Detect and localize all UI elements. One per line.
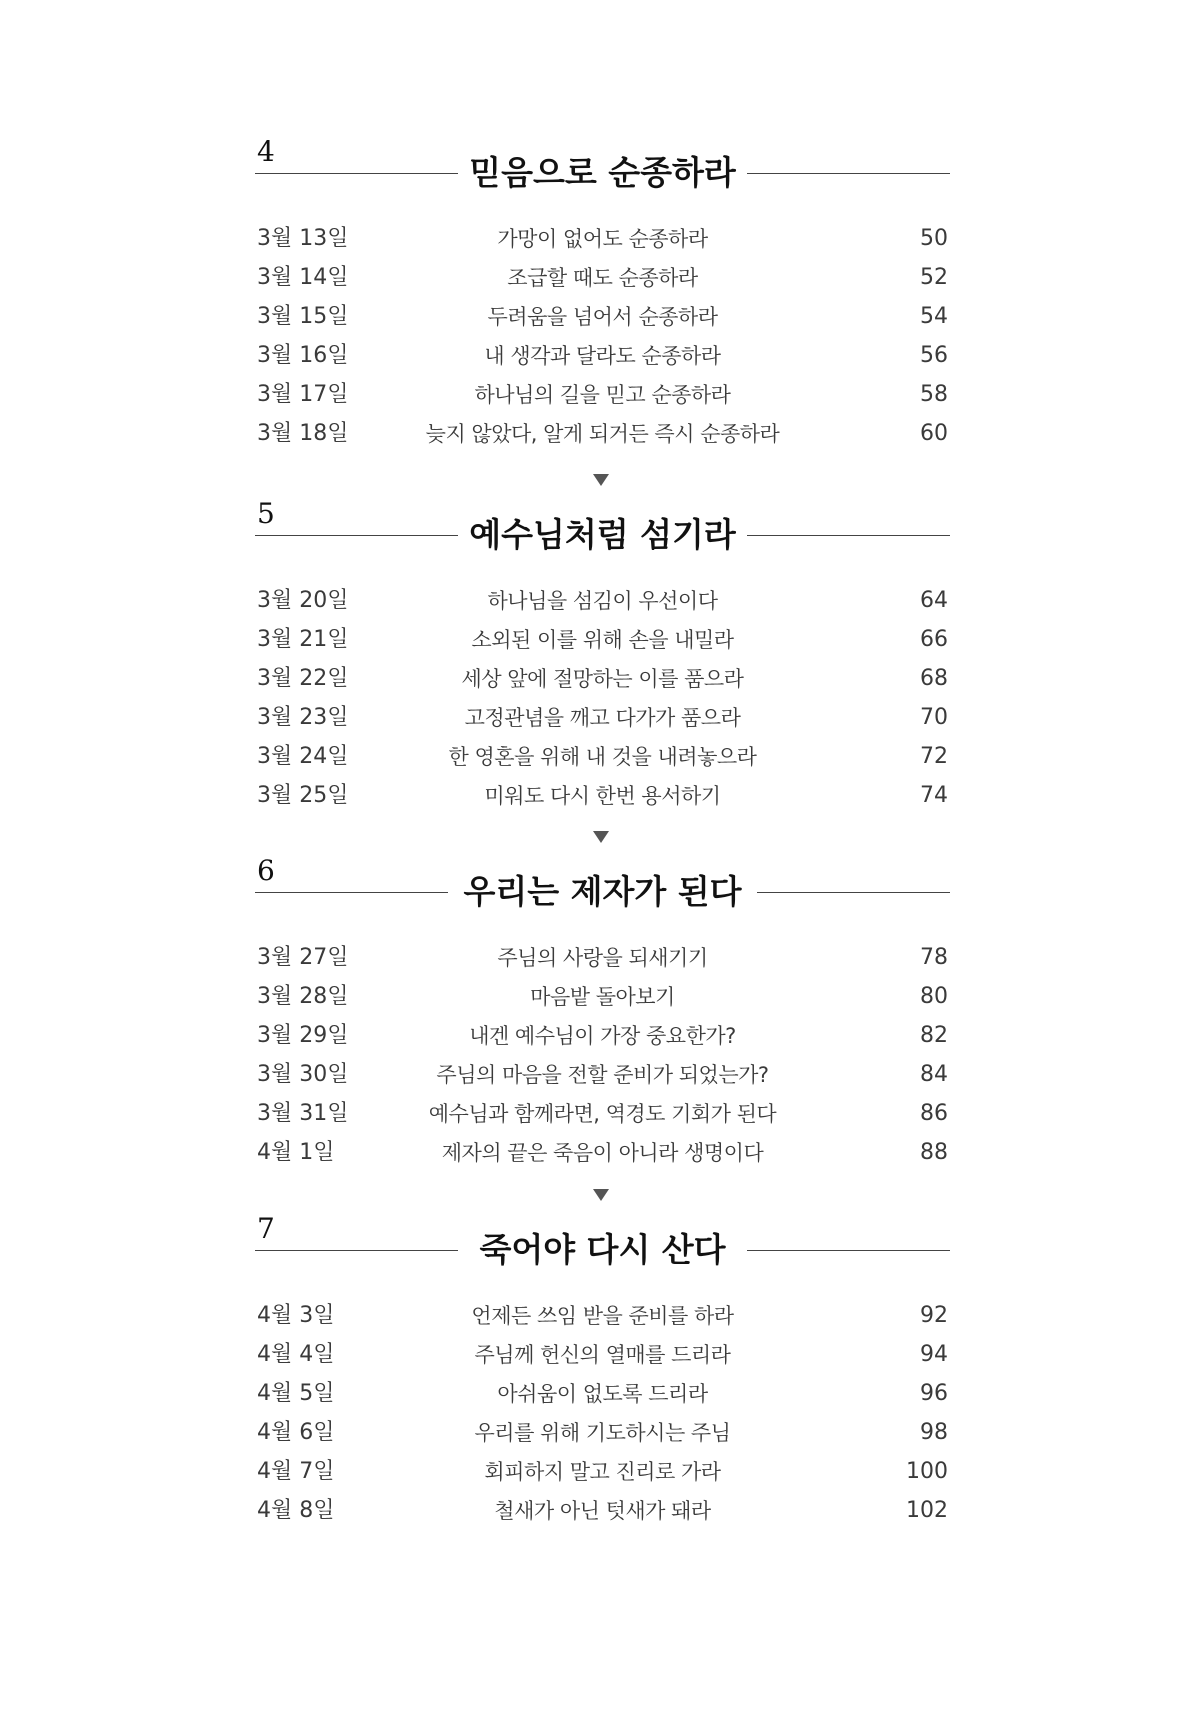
section-6 — [255, 854, 950, 1165]
section-title: 우리는 제자가 된다 — [463, 872, 742, 911]
entry-date: 3월 22일 — [257, 666, 349, 691]
entry-title: 주님의 마음을 전할 준비가 되었는가? — [436, 1063, 769, 1087]
entry-page-number: 70 — [920, 705, 948, 730]
header-rule-right — [747, 535, 950, 536]
entry-date: 3월 13일 — [257, 226, 349, 251]
toc-entry[interactable] — [255, 263, 950, 302]
entry-date: 3월 29일 — [257, 1023, 349, 1048]
section-title: 예수님처럼 섬기라 — [469, 515, 736, 554]
entry-title: 예수님과 함께라면, 역경도 기회가 된다 — [428, 1102, 777, 1126]
toc-entry[interactable] — [255, 664, 950, 703]
section-number: 6 — [257, 854, 275, 887]
entry-page-number: 68 — [920, 666, 948, 691]
entry-page-number: 74 — [920, 783, 948, 808]
entry-date: 4월 7일 — [257, 1459, 335, 1484]
toc-entry[interactable] — [255, 742, 950, 781]
entry-title: 주님의 사랑을 되새기기 — [497, 946, 708, 970]
entry-date: 3월 23일 — [257, 705, 349, 730]
toc-entry[interactable] — [255, 943, 950, 982]
entry-date: 3월 28일 — [257, 984, 349, 1009]
section-header — [255, 855, 950, 943]
entry-page-number: 72 — [920, 744, 948, 769]
entry-title: 철새가 아닌 텃새가 돼라 — [494, 1499, 711, 1523]
toc-entry[interactable] — [255, 1418, 950, 1457]
down-triangle-icon — [593, 474, 609, 486]
entry-page-number: 94 — [920, 1342, 948, 1367]
header-rule-right — [757, 892, 950, 893]
entry-date: 4월 8일 — [257, 1498, 335, 1523]
entry-page-number: 50 — [920, 226, 948, 251]
section-number: 5 — [257, 497, 275, 530]
entry-title: 고정관념을 깨고 다가가 품으라 — [464, 706, 741, 730]
entry-title: 세상 앞에 절망하는 이를 품으라 — [461, 667, 744, 691]
toc-entry[interactable] — [255, 302, 950, 341]
toc-entry[interactable] — [255, 1021, 950, 1060]
toc-entry[interactable] — [255, 380, 950, 419]
entry-title: 언제든 쓰임 받을 준비를 하라 — [471, 1304, 734, 1328]
entry-page-number: 98 — [920, 1420, 948, 1445]
toc-entry[interactable] — [255, 625, 950, 664]
toc-entry[interactable] — [255, 1496, 950, 1535]
toc-entry[interactable] — [255, 1060, 950, 1099]
entry-page-number: 100 — [906, 1459, 948, 1484]
entry-list — [255, 224, 950, 458]
section-title: 믿음으로 순종하라 — [469, 153, 736, 192]
toc-entry[interactable] — [255, 1301, 950, 1340]
entry-date: 3월 21일 — [257, 627, 349, 652]
toc-entry[interactable] — [255, 1379, 950, 1418]
entry-list — [255, 586, 950, 820]
entry-date: 4월 3일 — [257, 1303, 335, 1328]
entry-title: 늦지 않았다, 알게 되거든 즉시 순종하라 — [425, 422, 780, 446]
entry-page-number: 96 — [920, 1381, 948, 1406]
entry-page-number: 56 — [920, 343, 948, 368]
entry-page-number: 78 — [920, 945, 948, 970]
entry-page-number: 102 — [906, 1498, 948, 1523]
entry-page-number: 52 — [920, 265, 948, 290]
toc-entry[interactable] — [255, 982, 950, 1021]
entry-page-number: 58 — [920, 382, 948, 407]
entry-date: 3월 27일 — [257, 945, 349, 970]
entry-date: 3월 14일 — [257, 265, 349, 290]
toc-entry[interactable] — [255, 586, 950, 625]
section-header — [255, 498, 950, 586]
entry-date: 3월 17일 — [257, 382, 349, 407]
down-triangle-icon — [593, 831, 609, 843]
entry-date: 4월 1일 — [257, 1140, 335, 1165]
entry-page-number: 84 — [920, 1062, 948, 1087]
entry-page-number: 64 — [920, 588, 948, 613]
section-7 — [255, 1212, 950, 1523]
entry-page-number: 54 — [920, 304, 948, 329]
entry-date: 4월 6일 — [257, 1420, 335, 1445]
entry-page-number: 66 — [920, 627, 948, 652]
entry-date: 4월 5일 — [257, 1381, 335, 1406]
entry-title: 한 영혼을 위해 내 것을 내려놓으라 — [448, 745, 757, 769]
toc-entry[interactable] — [255, 341, 950, 380]
entry-title: 회피하지 말고 진리로 가라 — [484, 1460, 721, 1484]
entry-page-number: 92 — [920, 1303, 948, 1328]
entry-title: 우리를 위해 기도하시는 주님 — [474, 1421, 731, 1445]
toc-entry[interactable] — [255, 1138, 950, 1177]
entry-list — [255, 943, 950, 1177]
toc-entry[interactable] — [255, 1340, 950, 1379]
entry-title: 내겐 예수님이 가장 중요한가? — [469, 1024, 736, 1048]
toc-entry[interactable] — [255, 703, 950, 742]
entry-title: 조급할 때도 순종하라 — [507, 266, 698, 290]
entry-title: 하나님을 섬김이 우선이다 — [487, 589, 718, 613]
entry-page-number: 82 — [920, 1023, 948, 1048]
entry-date: 3월 20일 — [257, 588, 349, 613]
section-header — [255, 136, 950, 224]
entry-title: 주님께 헌신의 열매를 드리라 — [474, 1343, 731, 1367]
section-5 — [255, 497, 950, 808]
entry-page-number: 80 — [920, 984, 948, 1009]
entry-title: 소외된 이를 위해 손을 내밀라 — [471, 628, 734, 652]
entry-date: 3월 30일 — [257, 1062, 349, 1087]
toc-entry[interactable] — [255, 1099, 950, 1138]
toc-entry[interactable] — [255, 1457, 950, 1496]
down-triangle-icon — [593, 1189, 609, 1201]
entry-date: 3월 16일 — [257, 343, 349, 368]
toc-entry[interactable] — [255, 419, 950, 458]
entry-date: 3월 24일 — [257, 744, 349, 769]
header-rule-right — [747, 1250, 950, 1251]
section-number: 4 — [257, 135, 275, 168]
section-title: 죽어야 다시 산다 — [479, 1230, 726, 1269]
entry-date: 3월 25일 — [257, 783, 349, 808]
entry-title: 내 생각과 달라도 순종하라 — [484, 344, 721, 368]
entry-list — [255, 1301, 950, 1535]
entry-date: 4월 4일 — [257, 1342, 335, 1367]
entry-title: 마음밭 돌아보기 — [530, 985, 675, 1009]
entry-date: 3월 18일 — [257, 421, 349, 446]
entry-title: 가망이 없어도 순종하라 — [497, 227, 708, 251]
header-rule-right — [747, 173, 950, 174]
toc-entry[interactable] — [255, 224, 950, 263]
entry-title: 하나님의 길을 믿고 순종하라 — [474, 383, 731, 407]
entry-page-number: 86 — [920, 1101, 948, 1126]
entry-title: 두려움을 넘어서 순종하라 — [487, 305, 718, 329]
entry-date: 3월 31일 — [257, 1101, 349, 1126]
section-4 — [255, 135, 950, 446]
entry-page-number: 88 — [920, 1140, 948, 1165]
entry-date: 3월 15일 — [257, 304, 349, 329]
entry-title: 아쉬움이 없도록 드리라 — [497, 1382, 708, 1406]
entry-title: 제자의 끝은 죽음이 아니라 생명이다 — [441, 1141, 764, 1165]
section-number: 7 — [257, 1212, 275, 1245]
entry-title: 미워도 다시 한번 용서하기 — [484, 784, 721, 808]
entry-page-number: 60 — [920, 421, 948, 446]
section-header — [255, 1213, 950, 1301]
toc-entry[interactable] — [255, 781, 950, 820]
